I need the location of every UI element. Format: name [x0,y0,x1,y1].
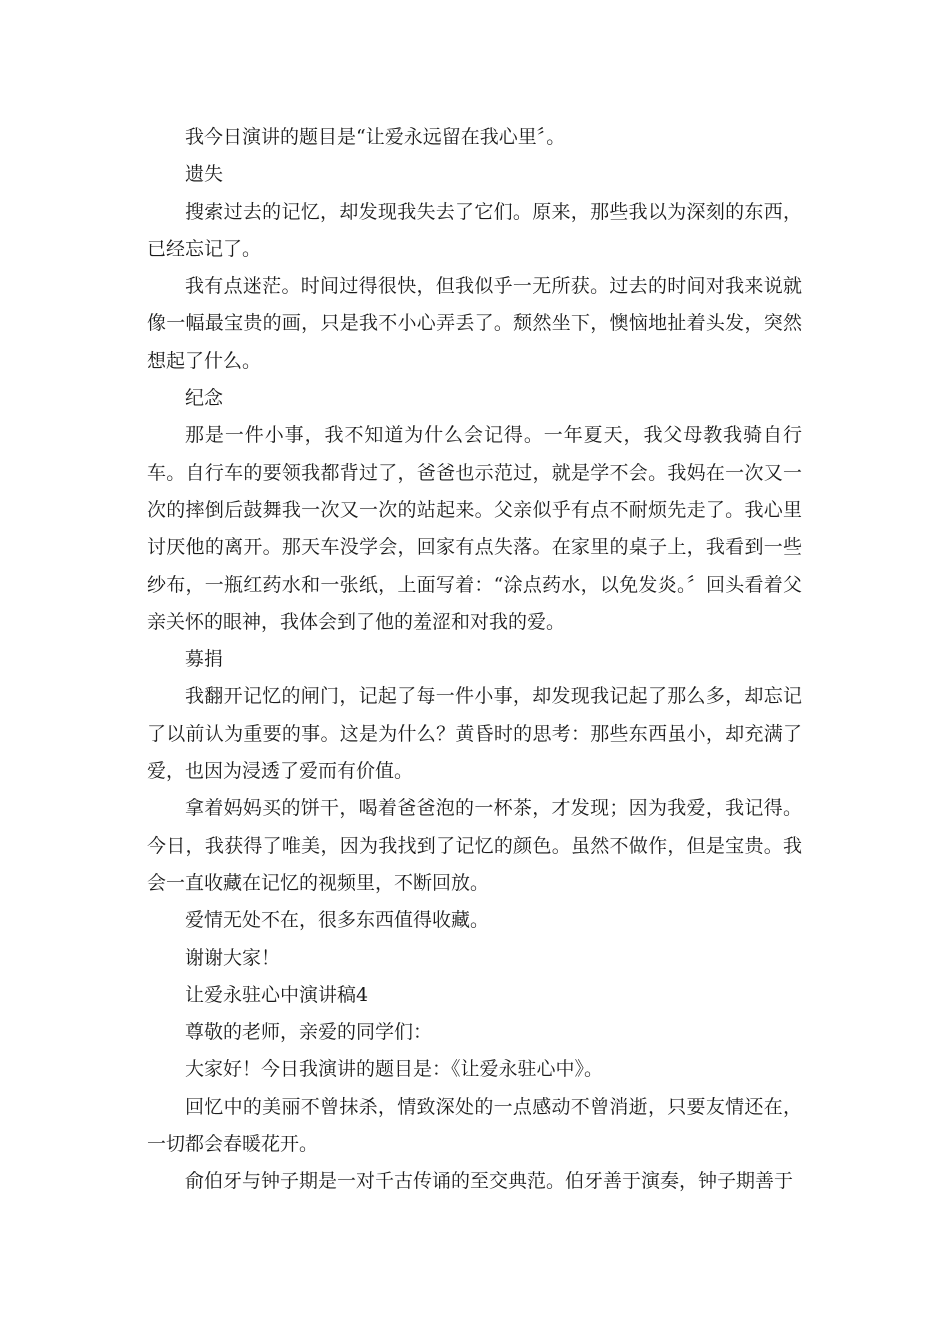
paragraph: 那是一件小事，我不知道为什么会记得。一年夏天，我父母教我骑自行车。自行车的要领我都背过了，爸爸也示范过，就是学不会。我妈在一次又一次的摔倒后鼓舞我一次又一次的站起来。父亲似乎有点不耐烦先走了。我心里讨厌他的离开。那天车没学会，回家有点失落。在家里的桌子上，我看到一些纱布，一瓶红药水和一张纸，上面写着：“涂点药水，以免发炎。〞回头看着父亲关怀的眼神，我体会到了他的羞涩和对我的爱。 [147,424,802,633]
paragraph: 爱情无处不在，很多东西值得收藏。 [185,909,490,932]
paragraph: 我翻开记忆的闸门，记起了每一件小事，却发现我记起了那么多，却忘记了以前认为重要的事。这是为什么？黄昏时的思考：那些东西虽小，却充满了爱，也因为浸透了爱而有价值。 [147,685,802,783]
speech-heading-4: 让爱永驻心中演讲稿4 [185,983,369,1006]
paragraph: 俞伯牙与钟子期是一对千古传诵的至交典范。伯牙善于演奏，钟子期善于 [185,1170,794,1193]
section-heading-lost: 遗失 [185,163,224,186]
paragraph: 大家好！今日我演讲的题目是：《让爱永驻心中》。 [185,1058,604,1081]
section-heading-memorial: 纪念 [185,387,224,410]
paragraph: 拿着妈妈买的饼干，喝着爸爸泡的一杯茶，才发现；因为我爱，我记得。今日，我获得了唯美，因为我找到了记忆的颜色。虽然不做作，但是宝贵。我会一直收藏在记忆的视频里，不断回放。 [147,797,802,894]
paragraph: 搜索过去的记忆，却发现我失去了它们。原来，那些我以为深刻的东西，已经忘记了。 [147,200,802,260]
salutation: 尊敬的老师，亲爱的同学们： [185,1021,433,1044]
closing-thanks: 谢谢大家！ [185,946,281,969]
speech-title-sentence: 我今日演讲的题目是“让爱永远留在我心里〞。 [185,126,566,148]
paragraph: 我有点迷茫。时间过得很快，但我似乎一无所获。过去的时间对我来说就像一幅最宝贵的画，只是我不小心弄丢了。颓然坐下，懊恼地扯着头发，突然想起了什么。 [147,275,802,372]
paragraph: 回忆中的美丽不曾抹杀，情致深处的一点感动不曾消逝，只要友情还在，一切都会春暖花开。 [147,1095,802,1156]
section-heading-donation: 募捐 [185,648,224,671]
document-body [147,119,802,1201]
